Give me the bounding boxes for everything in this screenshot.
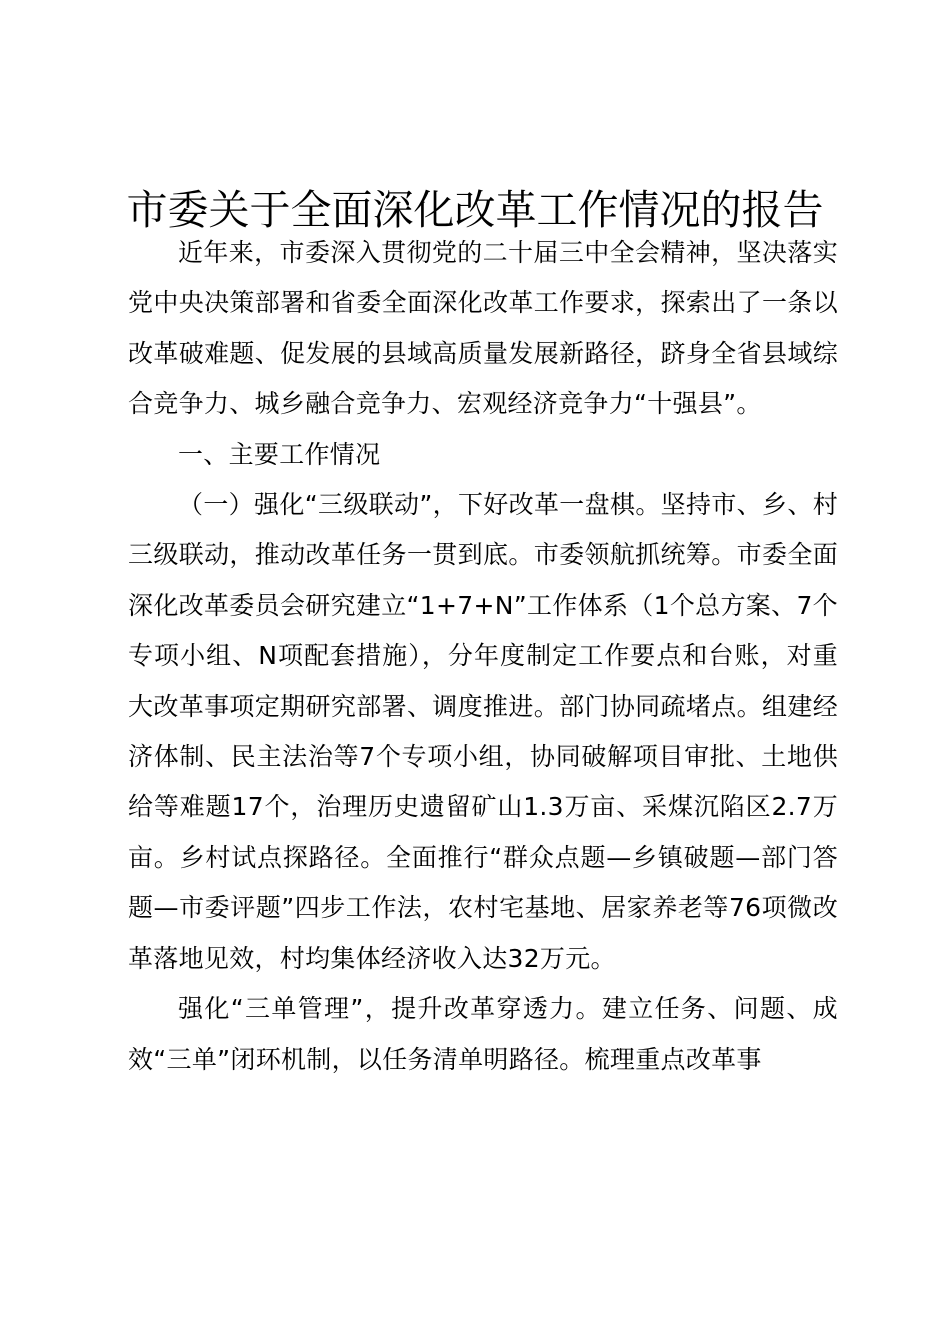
document-title: 市委关于全面深化改革工作情况的报告 [126,186,824,234]
document-body [128,228,838,1085]
section-heading: 一、主要工作情况 [178,439,381,469]
intro-paragraph: 近年来，市委深入贯彻党的二十届三中全会精神，坚决落实党中央决策部署和省委全面深化改革工作要求，探索出了一条以改革破难题、促发展的县域高质量发展新路径，跻身全省县域综合竞争力、城乡融合竞争力、宏观经济竞争力“十强县”。 [128,238,838,419]
section-paragraph-2: 强化“三单管理”，提升改革穿透力。建立任务、问题、成效“三单”闭环机制，以任务清单明路径。梳理重点改革事 [128,994,838,1074]
section-paragraph-1: （一）强化“三级联动”，下好改革一盘棋。坚持市、乡、村三级联动，推动改革任务一贯到底。市委领航抓统筹。市委全面深化改革委员会研究建立“1+7+N”工作体系（1个总方案、7个专项小组、N项配套措施），分年度制定工作要点和台账，对重大改革事项定期研究部署、调度推进。部门协同疏堵点。组建经济体制、民主法治等7个专项小组，协同破解项目审批、土地供给等难题17个，治理历史遗留矿山1.3万亩、采煤沉陷区2.7万亩。乡村试点探路径。全面推行“群众点题—乡镇破题—部门答题—市委评题”四步工作法，农村宅基地、居家养老等76项微改革落地见效，村均集体经济收入达32万元。 [128,490,838,973]
